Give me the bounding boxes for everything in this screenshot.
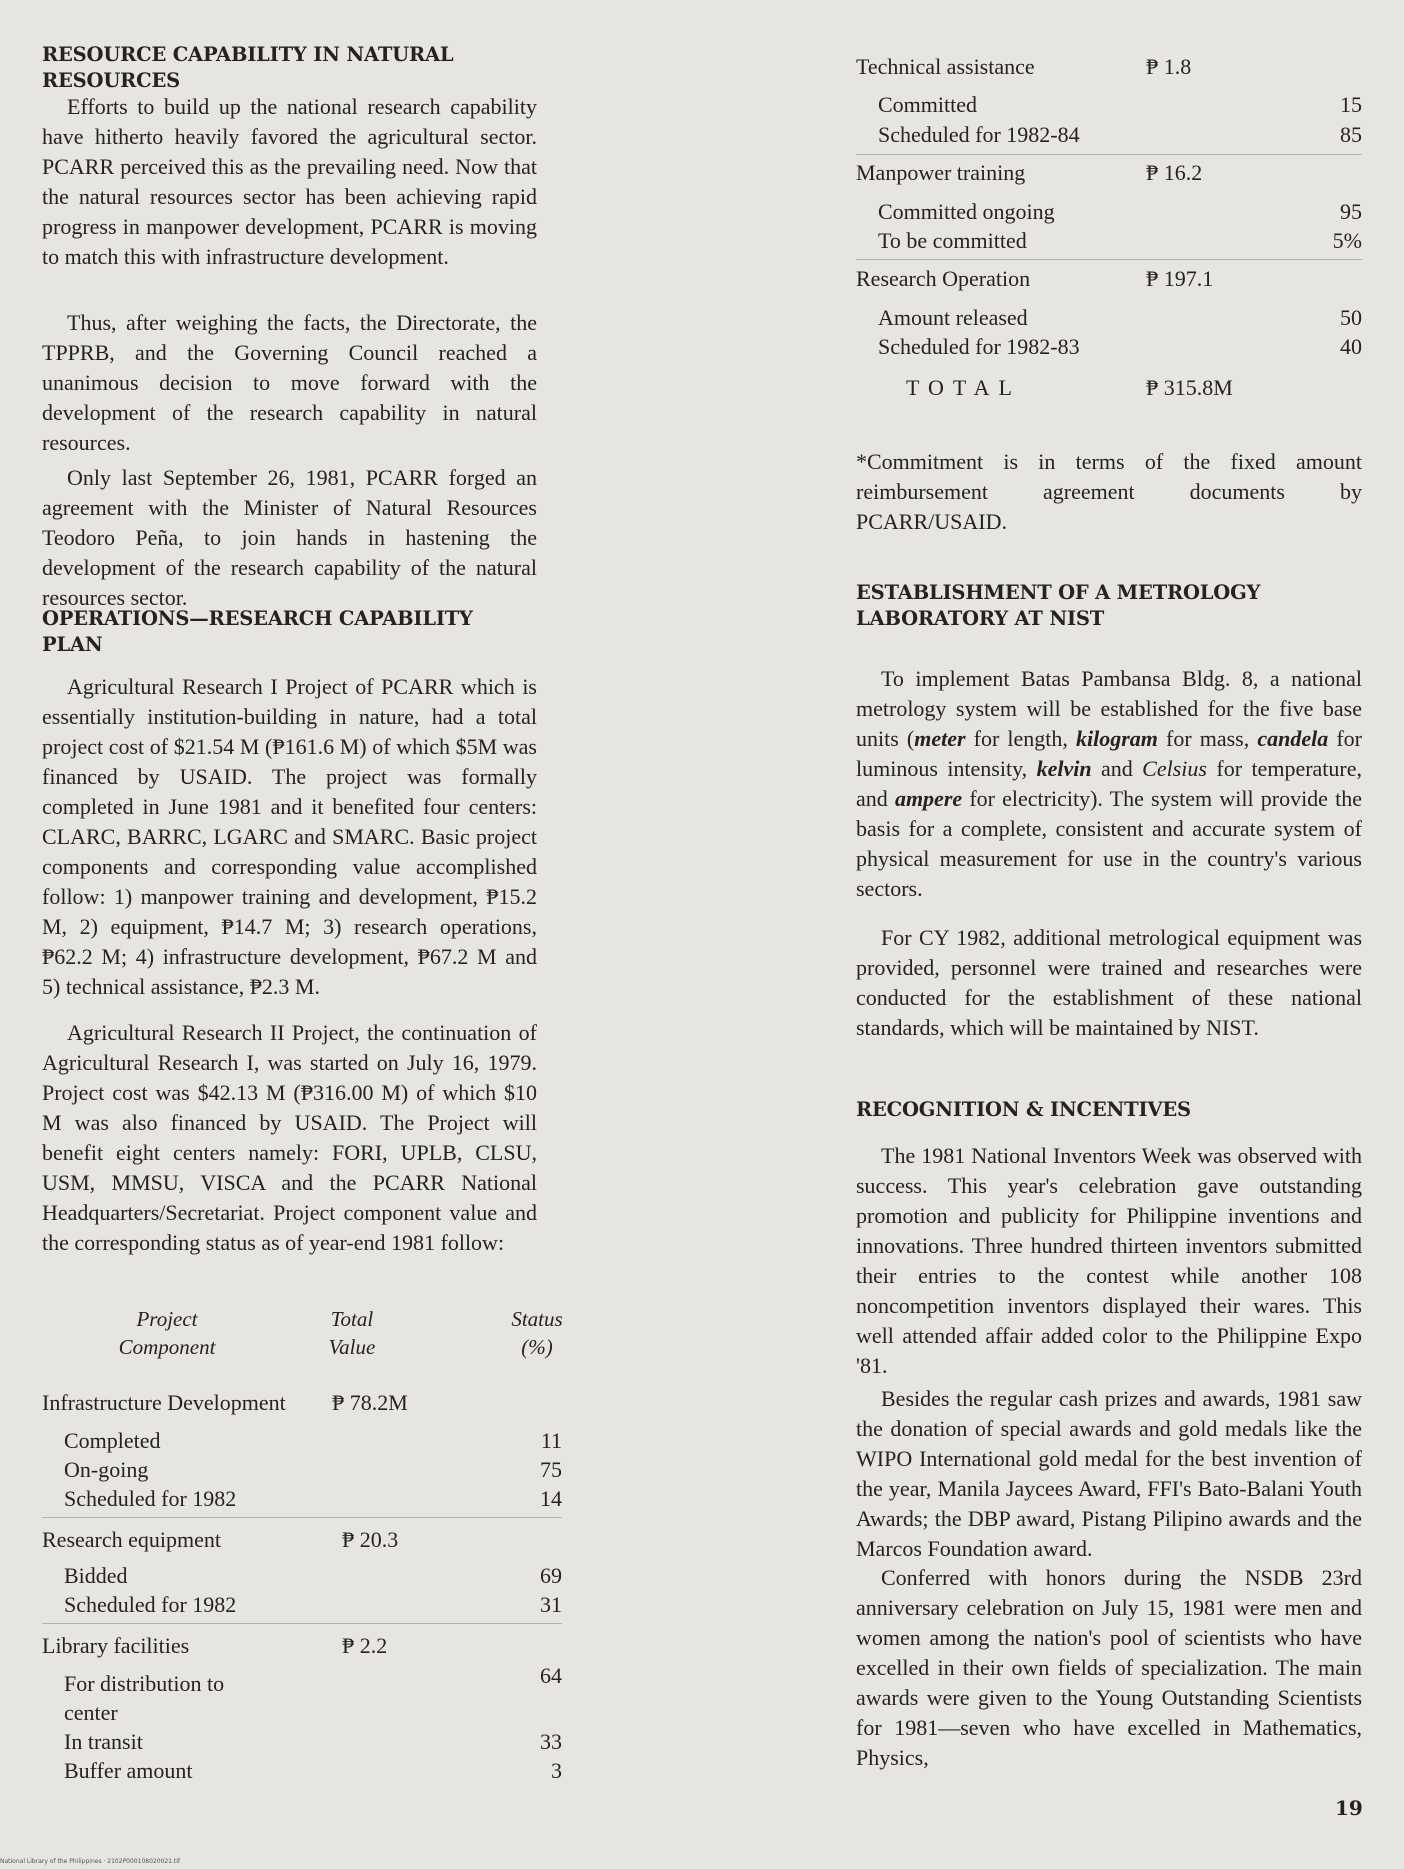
- row-label: On-going: [64, 1457, 149, 1482]
- table-row: [42, 1525, 562, 1555]
- table-row: [856, 226, 1362, 256]
- footnote-text: *Commitment is in terms of the fixed amount reimbursement agreement documents by PCARR/USAID.: [856, 449, 1362, 534]
- footnote: [856, 447, 1362, 537]
- total-label: TOTAL: [906, 375, 1021, 400]
- table-row: [856, 197, 1362, 227]
- row-label: Technical assistance: [856, 54, 1035, 79]
- header-status-unit: (%): [521, 1335, 553, 1359]
- paragraph-directorate: Thus, after weighing the facts, the Directorate, the TPPRB, and the Governing Council reached a unanimous decision to move forward with the development of the research capability in natural resources.: [42, 310, 537, 455]
- header-status-label: Status: [511, 1307, 563, 1331]
- paragraph-cy1982: For CY 1982, additional metrological equipment was provided, personnel were trained and researches were conducted for the establishment of these national standards, which will be maintained by NIST.: [856, 925, 1362, 1040]
- table-row: [42, 1756, 562, 1786]
- row-status: 3: [551, 1758, 562, 1783]
- text-run: To implement Batas Pambansa Bldg. 8, a national metrology system will be established for the five base units (: [856, 666, 1362, 751]
- header-value: Value: [328, 1335, 376, 1359]
- text-run: for mass,: [1157, 726, 1258, 751]
- paragraph-efforts: Efforts to build up the national research capability have hitherto heavily favored the agricultural sector. PCARR perceived this as the prevailing need. Now that the natural resources sector has been achieving rapid progress in manpower development, PCARR is moving to match this with infrastructure development.: [42, 94, 537, 269]
- paragraph-inventors-week: The 1981 National Inventors Week was observed with success. This year's celebration gave outstanding promotion and publicity for Philippine inventions and innovations. Three hundred thirteen inventors submitted their entries to the contest while another 108 noncompetition inventors displayed their wares. This well attended affair added color to the Philippine Expo '81.: [856, 1143, 1362, 1378]
- text-run: and: [1091, 756, 1143, 781]
- text-run: for electricity). The system will provide the basis for a complete, consistent and accurate system of physical measurement for use in the country's various sectors.: [856, 786, 1362, 901]
- table-row: [856, 158, 1362, 188]
- paragraph-research-ii: Agricultural Research II Project, the continuation of Agricultural Research I, was started on July 16, 1979. Project cost was $42.13 M (₱316.00 M) of which $10 M was also financed by USAID. The Project will benefit eight centers namely: FORI, UPLB, CLSU, USM, MMSU, VISCA and the PCARR National Headquarters/Secretariat. Project component value and the corresponding status as of year-end 1981 follow:: [42, 1020, 537, 1255]
- project-table-left: [42, 1305, 562, 1785]
- row-amount: ₱ 197.1: [1146, 266, 1214, 291]
- total-amount: ₱ 315.8M: [1146, 375, 1233, 400]
- unit-meter: meter: [914, 726, 966, 751]
- table-row: [42, 1455, 562, 1485]
- project-table-right: [856, 0, 1362, 410]
- row-status: 11: [540, 1428, 562, 1453]
- paragraph-metrology: [856, 664, 1362, 904]
- row-amount: ₱ 78.2M: [332, 1390, 408, 1415]
- row-label: Research Operation: [856, 266, 1031, 291]
- table-total-row: [856, 373, 1362, 403]
- row-label: To be committed: [878, 228, 1027, 253]
- row-amount: ₱ 2.2: [342, 1633, 388, 1658]
- header-status: [497, 1305, 577, 1361]
- row-status: 5%: [1332, 228, 1362, 253]
- header-project: Project: [136, 1307, 198, 1331]
- table-row: [856, 332, 1362, 362]
- row-label: Scheduled for 1982-84: [878, 122, 1080, 147]
- paragraph-agreement: Only last September 26, 1981, PCARR forged an agreement with the Minister of Natural Resources Teodoro Peña, to join hands in hastening the development of the research capability of the natural resources sector.: [42, 465, 537, 610]
- row-amount: ₱ 1.8: [1146, 54, 1192, 79]
- paragraph-nsdb: Conferred with honors during the NSDB 23rd anniversary celebration on July 15, 1981 were men and women among the nation's pool of scientists who have excelled in their own fields of specialization. The main awards were given to the Young Outstanding Scientists for 1981—seven who have excelled in Mathematics, Physics,: [856, 1565, 1362, 1770]
- row-label: Committed ongoing: [878, 199, 1055, 224]
- row-amount: ₱ 16.2: [1146, 160, 1203, 185]
- row-status: 85: [1340, 122, 1362, 147]
- paragraph-awards: Besides the regular cash prizes and awards, 1981 saw the donation of special awards and gold medals like the WIPO International gold medal for the best invention of the year, Manila Jaycees Award, FFI's Bato-Balani Youth Awards; the DBP award, Pistang Pilipino awards and the Marcos Foundation award.: [856, 1386, 1362, 1561]
- table-row: [856, 303, 1362, 333]
- row-label: In transit: [64, 1729, 143, 1754]
- row-status: 15: [1340, 92, 1362, 117]
- text-run: for luminous intensity,: [856, 726, 1362, 781]
- table-row: [42, 1388, 562, 1418]
- heading-recognition: RECOGNITION & INCENTIVES: [856, 1098, 1191, 1121]
- table-row: [42, 1727, 562, 1757]
- heading-metrology: ESTABLISHMENT OF A METROLOGY LABORATORY AT NIST: [856, 581, 1261, 630]
- table-row: [856, 52, 1362, 82]
- header-total-value: [287, 1305, 417, 1361]
- table-row: [42, 1561, 562, 1591]
- scan-footer: National Library of the Philippines · 2102P000108020021.tif: [0, 1858, 181, 1865]
- paragraph-research-i: Agricultural Research I Project of PCARR which is essentially institution-building in nature, had a total project cost of $21.54 M (₱161.6 M) of which $5M was financed by USAID. The project was formally completed in June 1981 and it benefited four centers: CLARC, BARRC, LGARC and SMARC. Basic project components and corresponding value accomplished follow: 1) manpower training and development, ₱15.2 M, 2) equipment, ₱14.7 M; 3) research operations, ₱62.2 M; 4) infrastructure development, ₱67.2 M and 5) technical assistance, ₱2.3 M.: [42, 674, 537, 999]
- row-status: 64: [540, 1663, 562, 1688]
- row-status: 40: [1340, 334, 1362, 359]
- row-status: 95: [1340, 199, 1362, 224]
- row-label: Bidded: [64, 1563, 128, 1588]
- header-project-component: [82, 1305, 252, 1361]
- divider: [42, 1517, 562, 1518]
- divider: [42, 1623, 562, 1624]
- row-label: Committed: [878, 92, 977, 117]
- unit-candela: candela: [1257, 726, 1329, 751]
- row-status: 31: [540, 1592, 562, 1617]
- row-status: 50: [1340, 305, 1362, 330]
- unit-ampere: ampere: [894, 786, 963, 811]
- row-label: Scheduled for 1982: [64, 1486, 237, 1511]
- table-row: [42, 1484, 562, 1514]
- row-status: 69: [540, 1563, 562, 1588]
- divider: [856, 259, 1362, 260]
- unit-kelvin: kelvin: [1036, 756, 1092, 781]
- row-status: 14: [540, 1486, 562, 1511]
- heading-operations: OPERATIONS—RESEARCH CAPABILITY PLAN: [42, 607, 473, 656]
- divider: [856, 154, 1362, 155]
- table-row: [856, 90, 1362, 120]
- row-status: 75: [540, 1457, 562, 1482]
- table-row: [856, 120, 1362, 150]
- row-status: 33: [540, 1729, 562, 1754]
- unit-kilogram: kilogram: [1075, 726, 1158, 751]
- row-label: Buffer amount: [64, 1758, 193, 1783]
- row-label: Library facilities: [42, 1633, 190, 1658]
- row-label: Scheduled for 1982: [64, 1592, 237, 1617]
- table-row: [42, 1590, 562, 1620]
- table-row: [42, 1663, 562, 1699]
- row-label: Infrastructure Development: [42, 1390, 286, 1415]
- table-row: [856, 264, 1362, 294]
- table-row: [42, 1698, 562, 1728]
- header-total: Total: [330, 1307, 374, 1331]
- row-label: Scheduled for 1982-83: [878, 334, 1080, 359]
- row-amount: ₱ 20.3: [342, 1527, 399, 1552]
- row-label: Research equipment: [42, 1527, 221, 1552]
- text-run: for length,: [965, 726, 1076, 751]
- heading-resource-capability: RESOURCE CAPABILITY IN NATURAL RESOURCES: [42, 43, 454, 92]
- table-row: [42, 1631, 562, 1661]
- row-label: center: [64, 1700, 118, 1725]
- text-run: for temperature, and: [856, 756, 1362, 811]
- page-number: 19: [1335, 1796, 1363, 1820]
- unit-celsius: Celsius: [1142, 756, 1207, 781]
- header-component: Component: [118, 1335, 216, 1359]
- row-label: Completed: [64, 1428, 161, 1453]
- row-label: Amount released: [878, 305, 1028, 330]
- table-row: [42, 1426, 562, 1456]
- row-label: For distribution to: [64, 1671, 225, 1696]
- row-label: Manpower training: [856, 160, 1026, 185]
